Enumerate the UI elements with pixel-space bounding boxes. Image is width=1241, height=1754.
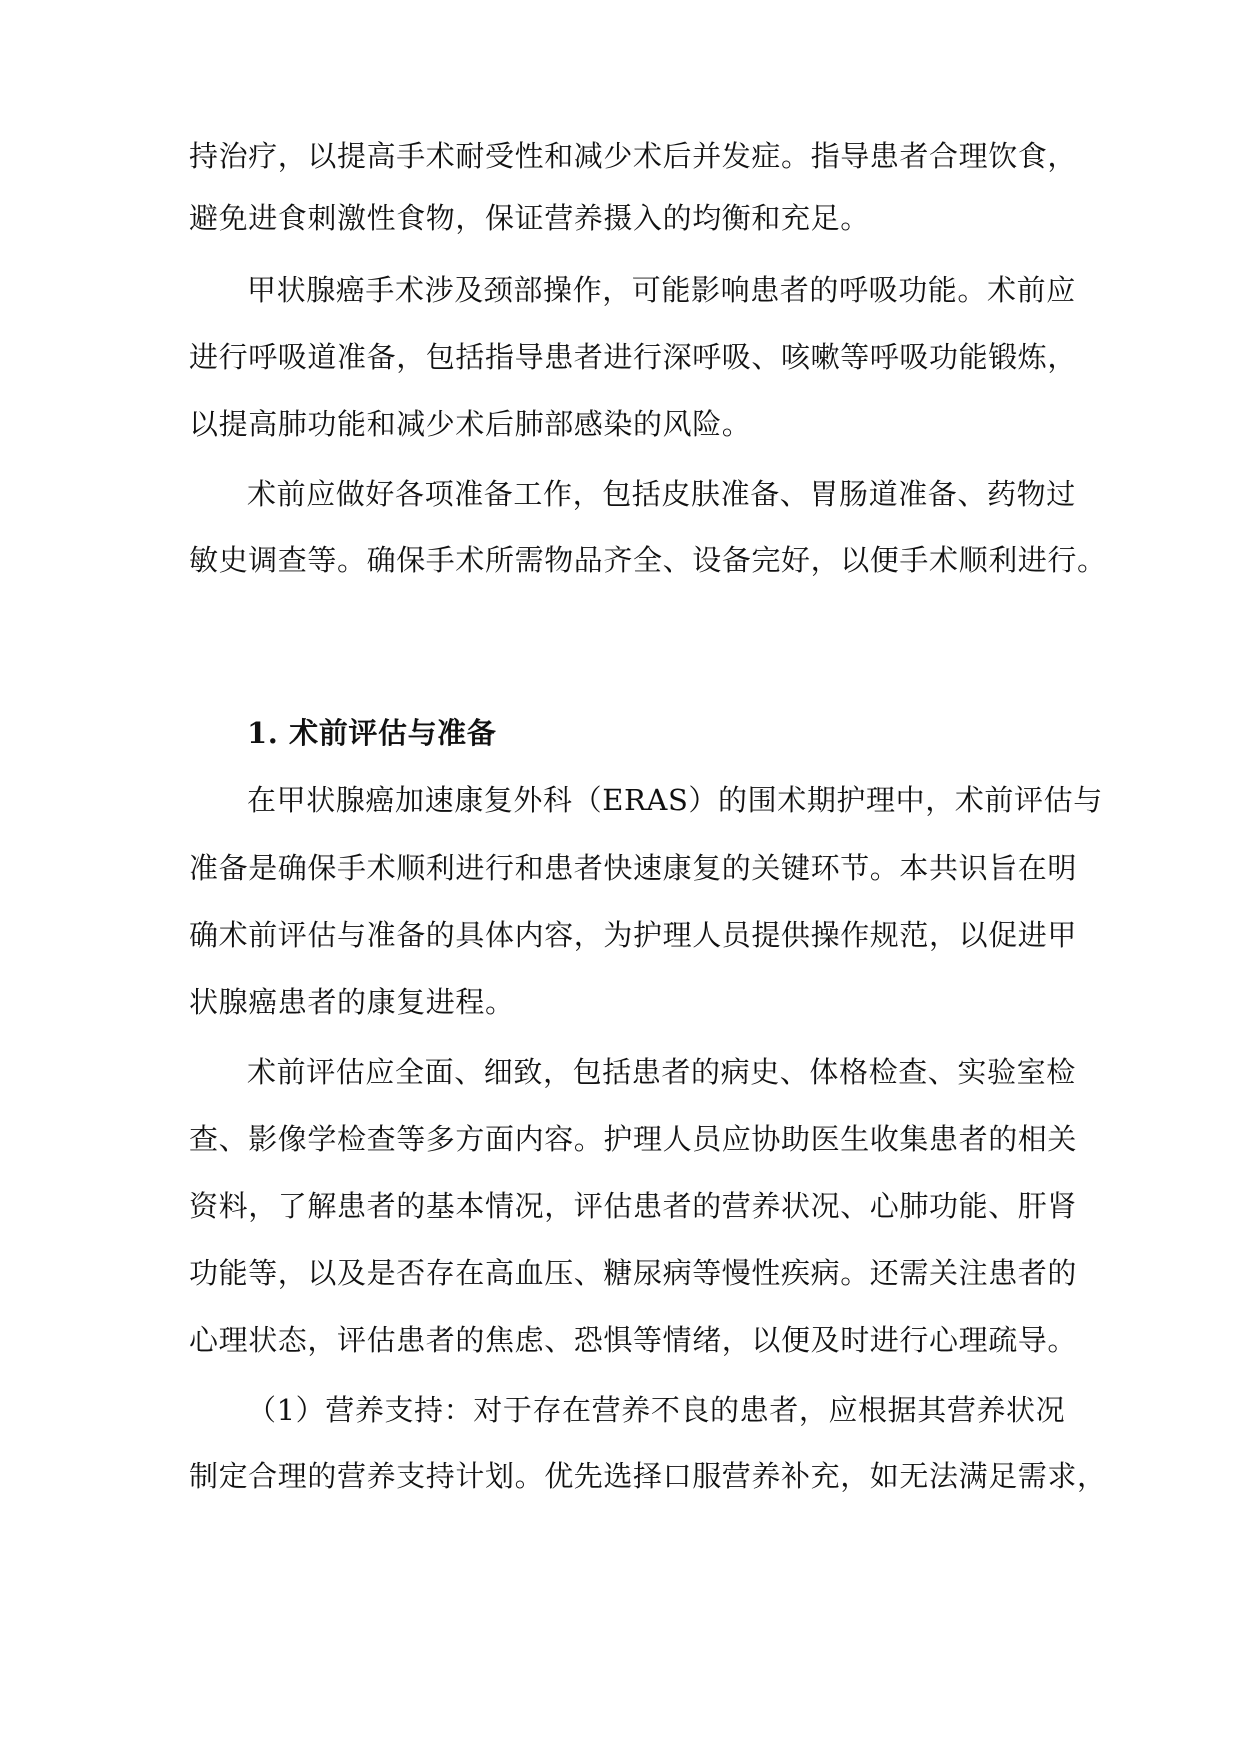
section-heading: 1. 术前评估与准备 <box>247 716 497 750</box>
paragraph-5-line-1: 术前评估应全面、细致，包括患者的病史、体格检查、实验室检 <box>247 1055 1076 1089</box>
paragraph-5-line-4: 功能等，以及是否存在高血压、糖尿病等慢性疾病。还需关注患者的 <box>189 1256 1078 1290</box>
paragraph-4-line-1: 在甲状腺癌加速康复外科（ERAS）的围术期护理中，术前评估与 <box>247 783 1103 817</box>
paragraph-2-line-3: 以提高肺功能和减少术后肺部感染的风险。 <box>189 407 752 441</box>
paragraph-5-line-5: 心理状态，评估患者的焦虑、恐惧等情绪，以便及时进行心理疏导。 <box>189 1323 1078 1357</box>
paragraph-6-line-1: （1）营养支持：对于存在营养不良的患者，应根据其营养状况 <box>247 1393 1066 1427</box>
paragraph-1-line-2: 避免进食刺激性食物，保证营养摄入的均衡和充足。 <box>189 201 870 235</box>
paragraph-4-line-4: 状腺癌患者的康复进程。 <box>189 985 515 1019</box>
paragraph-5-line-2: 查、影像学检查等多方面内容。护理人员应协助医生收集患者的相关 <box>189 1122 1078 1156</box>
paragraph-2-line-1: 甲状腺癌手术涉及颈部操作，可能影响患者的呼吸功能。术前应 <box>247 273 1076 307</box>
paragraph-3-line-1: 术前应做好各项准备工作，包括皮肤准备、胃肠道准备、药物过 <box>247 477 1076 511</box>
paragraph-3-line-2: 敏史调查等。确保手术所需物品齐全、设备完好，以便手术顺利进行。 <box>189 543 1107 577</box>
paragraph-1-line-1: 持治疗，以提高手术耐受性和减少术后并发症。指导患者合理饮食， <box>189 139 1078 173</box>
paragraph-2-line-2: 进行呼吸道准备，包括指导患者进行深呼吸、咳嗽等呼吸功能锻炼， <box>189 340 1078 374</box>
paragraph-4-line-3: 确术前评估与准备的具体内容，为护理人员提供操作规范，以促进甲 <box>189 918 1078 952</box>
paragraph-6-line-2: 制定合理的营养支持计划。优先选择口服营养补充，如无法满足需求， <box>189 1459 1107 1493</box>
paragraph-5-line-3: 资料，了解患者的基本情况，评估患者的营养状况、心肺功能、肝肾 <box>189 1189 1078 1223</box>
paragraph-4-line-2: 准备是确保手术顺利进行和患者快速康复的关键环节。本共识旨在明 <box>189 851 1078 885</box>
